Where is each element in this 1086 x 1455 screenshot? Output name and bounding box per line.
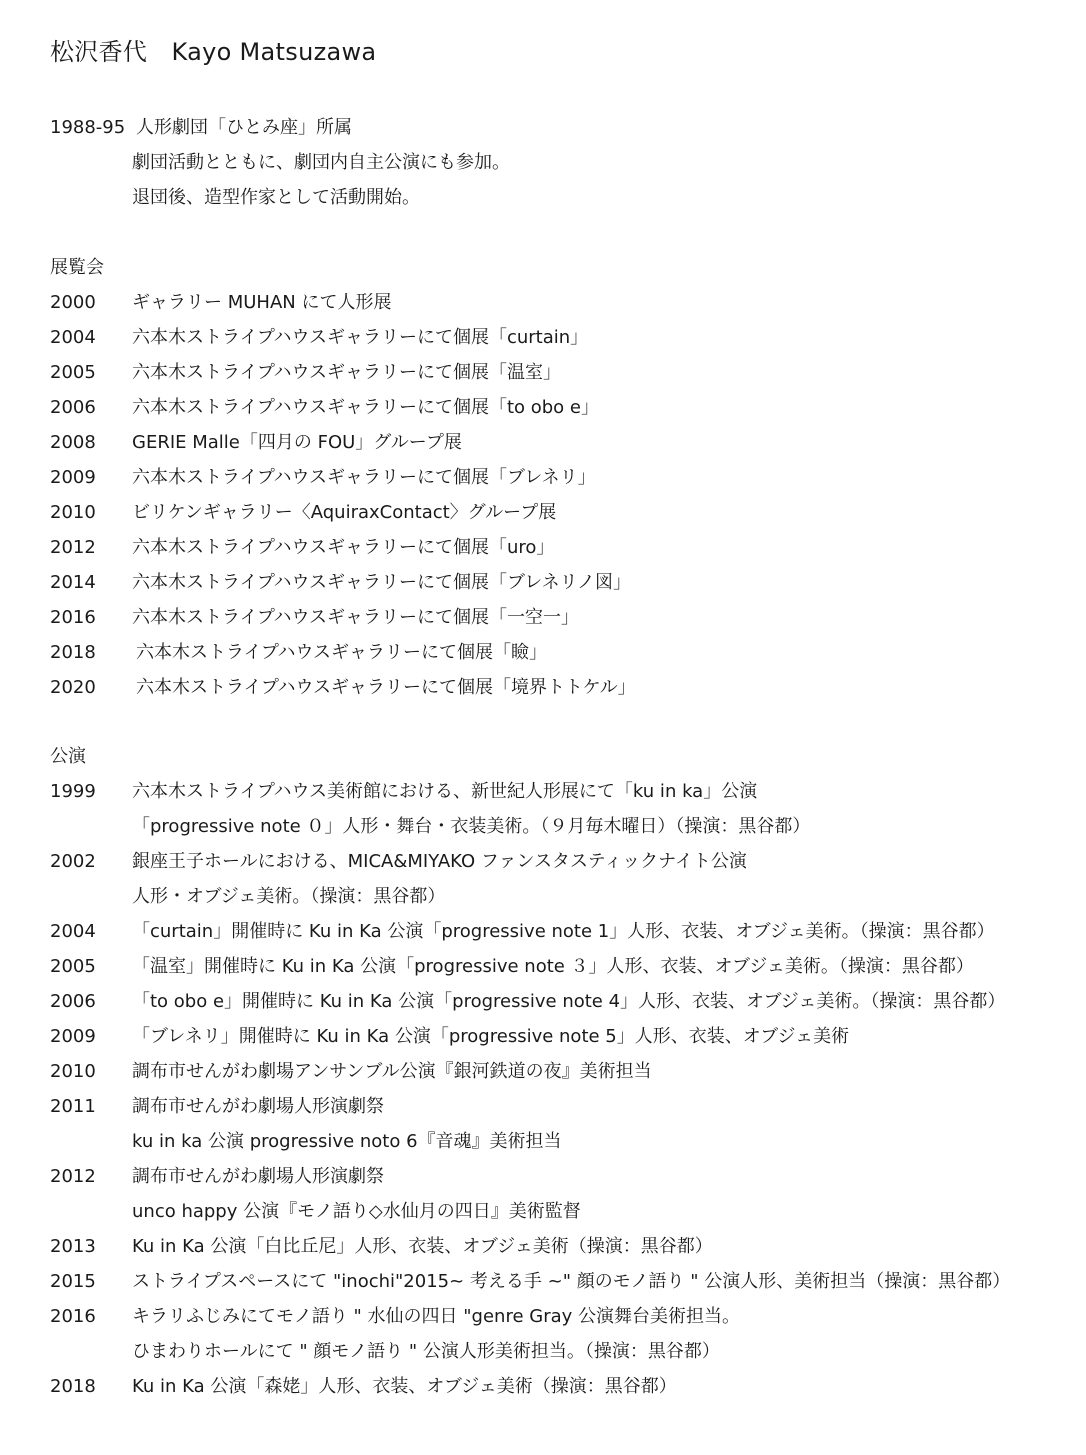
exhibition-year: 2009: [50, 467, 96, 488]
career-text: 劇団活動とともに、劇団内自主公演にも参加。: [132, 152, 510, 173]
performance-row: [50, 1124, 1086, 1159]
performance-year: 2013: [50, 1236, 96, 1257]
performance-row: [50, 1264, 1086, 1299]
career-year: 1988-95: [50, 117, 126, 138]
performance-year: 2015: [50, 1271, 96, 1292]
performance-text: 調布市せんがわ劇場人形演劇祭: [132, 1096, 384, 1117]
performance-row: [50, 1369, 1086, 1404]
performance-text: 六本木ストライプハウス美術館における、新世紀人形展にて「ku in ka」公演: [132, 781, 758, 802]
career-row: [50, 110, 1086, 145]
performance-year: 2002: [50, 851, 96, 872]
exhibition-row: [50, 355, 1086, 390]
exhibition-text: 六本木ストライプハウスギャラリーにて個展「一空一」: [132, 607, 579, 628]
exhibition-text: 六本木ストライプハウスギャラリーにて個展「ブレネリノ図」: [132, 572, 631, 593]
exhibition-year: 2004: [50, 327, 96, 348]
performance-row: [50, 984, 1086, 1019]
performance-row: [50, 1019, 1086, 1054]
performance-row: [50, 1229, 1086, 1264]
performance-row: [50, 844, 1086, 879]
performance-year: 2005: [50, 956, 96, 977]
performance-row: [50, 914, 1086, 949]
performance-year: 2009: [50, 1026, 96, 1047]
exhibition-row: [50, 495, 1086, 530]
performance-row: [50, 949, 1086, 984]
exhibition-text: 六本木ストライプハウスギャラリーにて個展「瞼」: [136, 642, 547, 663]
exhibition-text: 六本木ストライプハウスギャラリーにて個展「ブレネリ」: [132, 467, 596, 488]
performance-year: 1999: [50, 781, 96, 802]
performance-text: 「温室」開催時に Ku in Ka 公演「progressive note ３」人形、衣装、オブジェ美術。（操演：黒谷都）: [132, 956, 974, 977]
performance-row: [50, 1334, 1086, 1369]
performance-row: [50, 879, 1086, 914]
performance-row: [50, 1194, 1086, 1229]
exhibitions-section: [50, 250, 1086, 705]
performance-year: 2011: [50, 1096, 96, 1117]
performance-year: 2016: [50, 1306, 96, 1327]
exhibition-row: [50, 320, 1086, 355]
career-row: [50, 180, 1086, 215]
performance-row: [50, 1299, 1086, 1334]
performance-year: 2012: [50, 1166, 96, 1187]
exhibition-year: 2006: [50, 397, 96, 418]
performances-list: [50, 774, 1086, 1404]
performance-text: unco happy 公演『モノ語り◇水仙月の四日』美術監督: [132, 1201, 581, 1222]
performances-section: [50, 739, 1086, 1404]
exhibition-row: [50, 285, 1086, 320]
performance-text: ku in ka 公演 progressive noto 6『音魂』美術担当: [132, 1131, 562, 1152]
exhibition-year: 2012: [50, 537, 96, 558]
exhibition-year: 2014: [50, 572, 96, 593]
performance-text: 調布市せんがわ劇場人形演劇祭: [132, 1166, 384, 1187]
exhibition-year: 2000: [50, 292, 96, 313]
performance-text: ひまわりホールにて " 顔モノ語り " 公演人形美術担当。（操演：黒谷都）: [132, 1341, 720, 1362]
performance-text: 人形・オブジェ美術。（操演：黒谷都）: [132, 886, 446, 907]
performance-year: 2004: [50, 921, 96, 942]
exhibition-text: 六本木ストライプハウスギャラリーにて個展「to obo e」: [132, 397, 599, 418]
career-text: 人形劇団「ひとみ座」所属: [136, 117, 352, 138]
exhibition-text: 六本木ストライプハウスギャラリーにて個展「境界トトケル」: [136, 677, 636, 698]
exhibition-row: [50, 460, 1086, 495]
performance-text: ストライプスペースにて "inochi"2015~ 考える手 ~" 顔のモノ語り " 公演人形、美術担当（操演：黒谷都）: [132, 1271, 1011, 1292]
exhibition-text: 六本木ストライプハウスギャラリーにて個展「curtain」: [132, 327, 589, 348]
exhibition-year: 2016: [50, 607, 96, 628]
career-section: [50, 110, 1086, 215]
performances-heading: 公演: [50, 746, 86, 767]
performance-row: [50, 774, 1086, 809]
exhibition-text: ギャラリー MUHAN にて人形展: [132, 292, 392, 313]
performance-year: 2018: [50, 1376, 96, 1397]
performance-row: [50, 1089, 1086, 1124]
exhibition-row: [50, 565, 1086, 600]
performance-text: 「curtain」開催時に Ku in Ka 公演「progressive note 1」人形、衣装、オブジェ美術。（操演：黒谷都）: [132, 921, 995, 942]
performance-text: Ku in Ka 公演「白比丘尼」人形、衣装、オブジェ美術（操演：黒谷都）: [132, 1236, 713, 1257]
exhibition-row: [50, 530, 1086, 565]
exhibition-row: [50, 425, 1086, 460]
performance-text: 「progressive note ０」人形・舞台・衣装美術。（９月毎木曜日）（操演：黒谷都）: [132, 816, 811, 837]
career-text: 退団後、造型作家として活動開始。: [132, 187, 420, 208]
performance-text: 銀座王子ホールにおける、MICA&MIYAKO ファンスタスティックナイト公演: [132, 851, 747, 872]
exhibition-text: 六本木ストライプハウスギャラリーにて個展「温室」: [132, 362, 561, 383]
performance-row: [50, 809, 1086, 844]
performance-row: [50, 1159, 1086, 1194]
exhibition-row: [50, 635, 1086, 670]
performance-text: 「ブレネリ」開催時に Ku in Ka 公演「progressive note 5」人形、衣装、オブジェ美術: [132, 1026, 850, 1047]
performance-year: 2010: [50, 1061, 96, 1082]
exhibition-year: 2010: [50, 502, 96, 523]
page-title: 松沢香代 Kayo Matsuzawa: [50, 38, 377, 66]
exhibitions-heading: 展覧会: [50, 257, 104, 278]
exhibition-row: [50, 600, 1086, 635]
performance-text: Ku in Ka 公演「森姥」人形、衣装、オブジェ美術（操演：黒谷都）: [132, 1376, 677, 1397]
exhibition-text: ビリケンギャラリー〈AquiraxContact〉グループ展: [132, 502, 557, 523]
exhibitions-list: [50, 285, 1086, 705]
exhibition-year: 2020: [50, 677, 96, 698]
performance-text: 「to obo e」開催時に Ku in Ka 公演「progressive note 4」人形、衣装、オブジェ美術。（操演：黒谷都）: [132, 991, 1006, 1012]
exhibition-year: 2008: [50, 432, 96, 453]
performance-year: 2006: [50, 991, 96, 1012]
career-row: [50, 145, 1086, 180]
exhibition-row: [50, 670, 1086, 705]
exhibition-row: [50, 390, 1086, 425]
exhibition-year: 2005: [50, 362, 96, 383]
performance-text: キラリふじみにてモノ語り " 水仙の四日 "genre Gray 公演舞台美術担当。: [132, 1306, 741, 1327]
exhibition-year: 2018: [50, 642, 96, 663]
performance-row: [50, 1054, 1086, 1089]
performance-text: 調布市せんがわ劇場アンサンブル公演『銀河鉄道の夜』美術担当: [132, 1061, 652, 1082]
exhibition-text: GERIE Malle「四月の FOU」グループ展: [132, 432, 462, 453]
exhibition-text: 六本木ストライプハウスギャラリーにて個展「uro」: [132, 537, 555, 558]
